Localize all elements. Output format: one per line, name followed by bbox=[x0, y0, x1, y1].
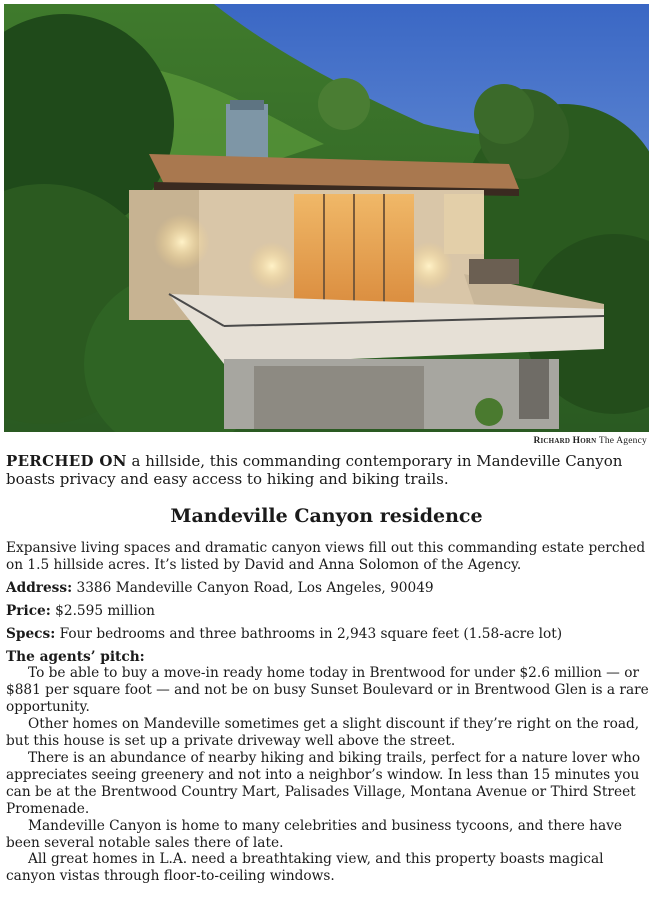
photo-credit bbox=[533, 436, 647, 446]
pitch-paragraph: Mandeville Canyon is home to many celebrities and business tycoons, and there have been several notable sales there of late. bbox=[6, 817, 623, 851]
photographer-name: Richard Horn bbox=[533, 436, 597, 446]
pitch-paragraph: To be able to buy a move-in ready home today in Brentwood for under $2.6 million — or $881 per square foot — and not be on busy Sunset Boulevard or in Brentwood Glen is a rare opportunity. bbox=[6, 665, 649, 716]
intro-paragraph: Expansive living spaces and dramatic canyon views fill out this commanding estate perched on 1.5 hillside acres. It’s listed by David and Anna Solomon of the Agency. bbox=[6, 540, 646, 573]
address-value: 3386 Mandeville Canyon Road, Los Angeles, 90049 bbox=[72, 579, 434, 596]
caption-text: a hillside, this commanding contemporary in Mandeville Canyon boasts privacy and easy access to hiking and biking trails. bbox=[6, 452, 623, 488]
pitch-paragraph: All great homes in L.A. need a breathtaking view, and this property boasts magical canyon vistas through floor-to-ceiling windows. bbox=[6, 851, 604, 885]
photo-agency: The Agency bbox=[598, 436, 647, 446]
price-value: $2.595 million bbox=[50, 602, 155, 619]
price-line bbox=[6, 603, 651, 620]
specs-value: Four bedrooms and three bathrooms in 2,943 square feet (1.58-acre lot) bbox=[55, 625, 563, 642]
pitch-paragraph: Other homes on Mandeville sometimes get a slight discount if they’re right on the road, but this house is set up a private driveway well above the street. bbox=[6, 716, 640, 750]
article-headline: Mandeville Canyon residence bbox=[170, 505, 483, 527]
specs-line bbox=[6, 626, 651, 643]
pitch-paragraph: There is an abundance of nearby hiking and biking trails, perfect for a nature lover who appreciates seeing greenery and not into a neighbor’s window. In less than 15 minutes you can be at the Brentwood Country Mart, Palisades Village, Montana Avenue or Third Street Promenade. bbox=[6, 749, 641, 817]
caption-lead: PERCHED ON bbox=[6, 452, 127, 470]
price-label: Price: bbox=[6, 602, 51, 619]
pitch-heading: The agents’ pitch: bbox=[6, 648, 145, 665]
photo-caption bbox=[6, 452, 648, 488]
address-label: Address: bbox=[6, 579, 73, 596]
article-body bbox=[6, 540, 651, 885]
house-photo bbox=[4, 4, 649, 432]
specs-label: Specs: bbox=[6, 625, 56, 642]
address-line bbox=[6, 580, 651, 597]
